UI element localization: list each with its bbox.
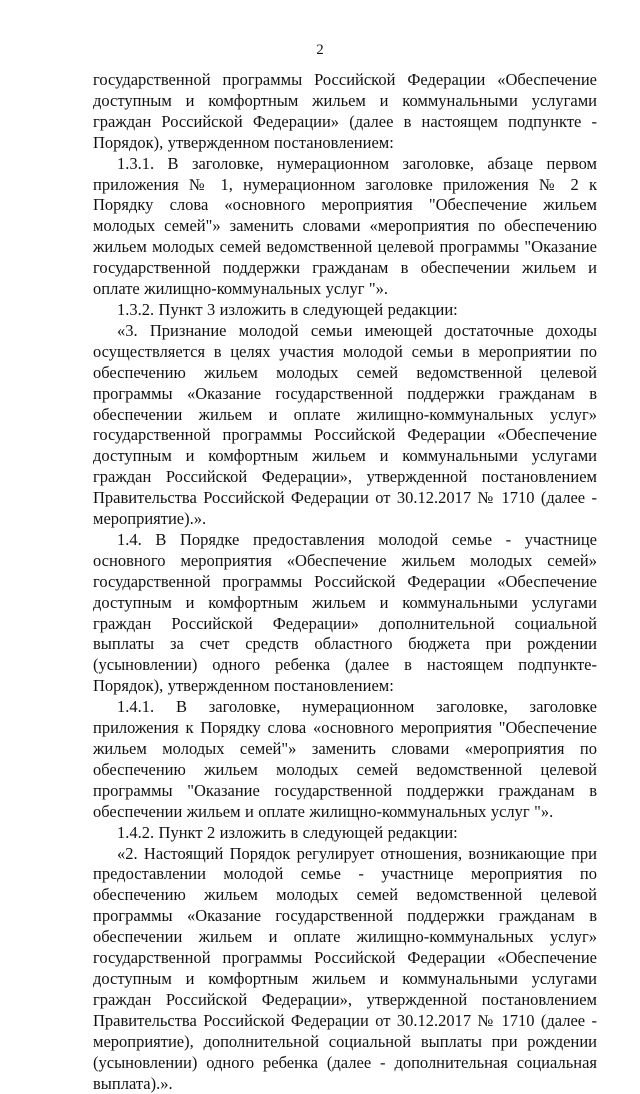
paragraph-1-4: 1.4. В Порядке предоставления молодой семье - участнице основного мероприятия «Обеспечение жильем молодых семей» государственной программы Российской Федерации «Обеспечение доступным и комфортным жильем и коммунальными услугами граждан Российской Федерации» дополнительной социальной выплаты за счет средств областного бюджета при рождении (усыновлении) одного ребенка (далее в настоящем подпункте-Порядок), утвержденном постановлением: (93, 529, 597, 696)
paragraph-point-2: «2. Настоящий Порядок регулирует отношения, возникающие при предоставлении молодой семье - участнице мероприятия по обеспечению жильем молодых семей ведомственной целевой программы «Оказание государственной поддержки гражданам в обеспечении жильем и оплате жилищно-коммунальных услуг» государственной программы Российской Федерации «Обеспечение доступным и комфортным жильем и коммунальными услугами граждан Российской Федерации», утвержденной постановлением Правительства Российской Федерации от 30.12.2017 № 1710 (далее - мероприятие), дополнительной социальной выплаты при рождении (усыновлении) одного ребенка (далее - дополнительная социальная выплата).». (93, 843, 597, 1093)
paragraph-1-4-2: 1.4.2. Пункт 2 изложить в следующей редакции: (117, 822, 458, 842)
paragraph-1-3-1: 1.3.1. В заголовке, нумерационном заголовке, абзаце первом приложения № 1, нумерационном заголовке приложения № 2 к Порядку слова «основного мероприятия "Обеспечение жильем молодых семей"» заменить словами «мероприятия по обеспечению жильем молодых семей ведомственной целевой программы "Оказание государственной поддержки гражданам в обеспечении жильем и оплате жилищно-коммунальных услуг "». (93, 153, 597, 299)
paragraph-point-3: «3. Признание молодой семьи имеющей достаточные доходы осуществляется в целях участия молодой семьи в мероприятии по обеспечению жильем молодых семей ведомственной целевой программы «Оказание государственной поддержки гражданам в обеспечении жильем и оплате жилищно-коммунальных услуг» государственной программы Российской Федерации «Обеспечение доступным и комфортным жильем и коммунальными услугами граждан Российской Федерации», утвержденной постановлением Правительства Российской Федерации от 30.12.2017 № 1710 (далее - мероприятие).». (93, 320, 597, 529)
document-body (93, 70, 597, 1094)
paragraph-intro: государственной программы Российской Федерации «Обеспечение доступным и комфортным жильем и коммунальными услугами граждан Российской Федерации» (далее в настоящем подпункте - Порядок), утвержденном постановлением: (93, 70, 597, 152)
paragraph-1-4-1: 1.4.1. В заголовке, нумерационном заголовке, заголовке приложения к Порядку слова «основного мероприятия "Обеспечение жильем молодых семей"» заменить словами «мероприятия по обеспечению жильем молодых семей ведомственной целевой программы "Оказание государственной поддержки гражданам в обеспечении жильем и оплате жилищно-коммунальных услуг "». (93, 697, 597, 821)
page-number: 2 (316, 42, 324, 58)
paragraph-1-3-2: 1.3.2. Пункт 3 изложить в следующей редакции: (117, 299, 458, 319)
